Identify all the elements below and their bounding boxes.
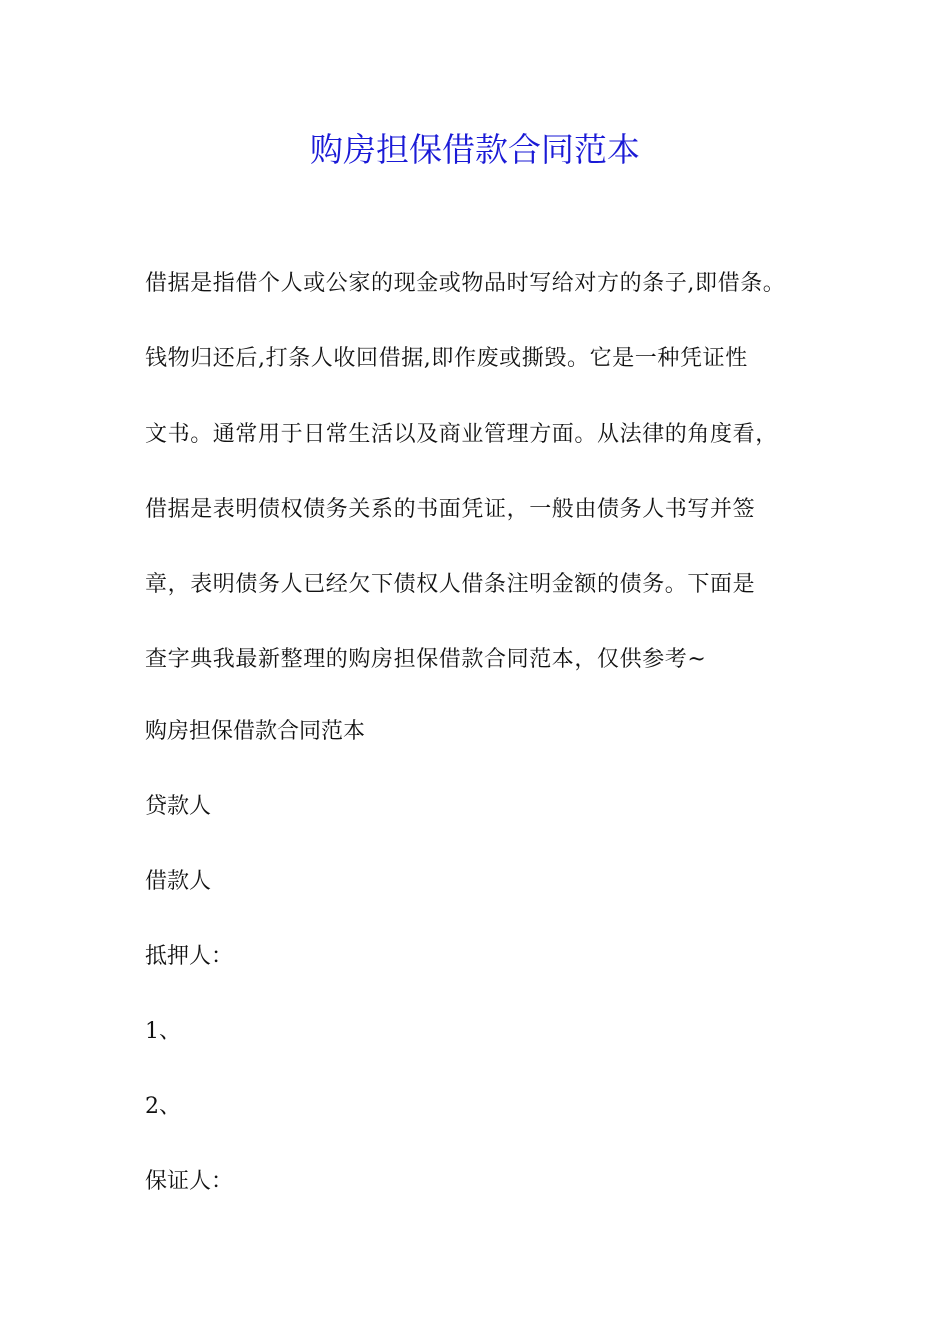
intro-line-1: 借据是指借个人或公家的现金或物品时写给对方的条子,即借条。 xyxy=(145,271,786,296)
borrower-label: 借款人 xyxy=(145,869,212,894)
intro-line-5: 章，表明债务人已经欠下债权人借条注明金额的债务。下面是 xyxy=(145,572,756,597)
mortgagor-item-1: 1、 xyxy=(145,1019,181,1044)
intro-line-2: 钱物归还后,打条人收回借据,即作废或撕毁。它是一种凭证性 xyxy=(145,346,748,371)
mortgagor-label: 抵押人： xyxy=(145,944,234,969)
intro-line-4: 借据是表明债权债务关系的书面凭证，一般由债务人书写并签 xyxy=(145,497,756,522)
intro-line-3: 文书。通常用于日常生活以及商业管理方面。从法律的角度看， xyxy=(145,422,778,447)
mortgagor-item-2: 2、 xyxy=(145,1094,181,1119)
guarantor-label: 保证人： xyxy=(145,1169,234,1194)
intro-line-6: 查字典我最新整理的购房担保借款合同范本，仅供参考~ xyxy=(145,647,707,672)
lender-label: 贷款人 xyxy=(145,794,212,819)
document-title: 购房担保借款合同范本 xyxy=(310,130,640,169)
contract-heading: 购房担保借款合同范本 xyxy=(145,719,366,744)
